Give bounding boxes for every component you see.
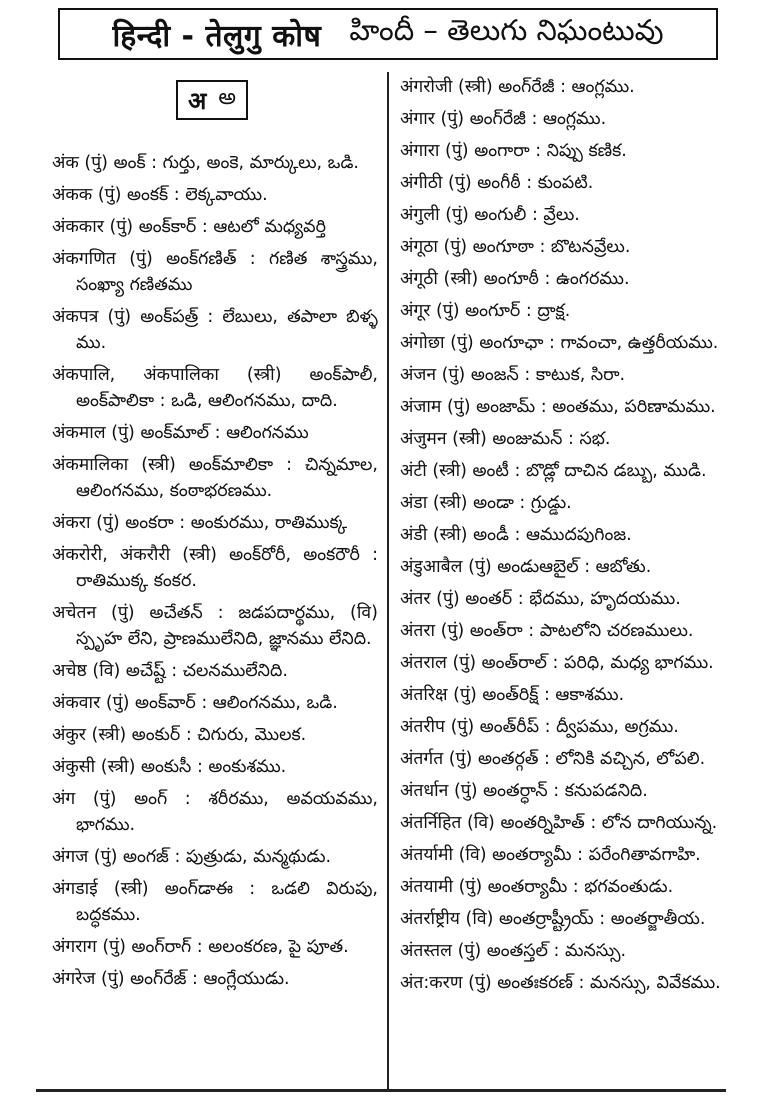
part-of-speech: (स्त्री) — [432, 461, 467, 481]
part-of-speech: (स्त्री) — [458, 77, 493, 97]
part-of-speech: (पुं) — [102, 937, 126, 957]
dictionary-entry: अंकरोरी, अंकरौरी (स्त्री) అంక్‌రోరీ, అంకరౌరీ : రాతిముక్క కంకర. — [52, 545, 378, 591]
meaning: లోన దాగియున్న. — [601, 813, 718, 833]
section-letter-telugu: అ — [218, 85, 236, 110]
part-of-speech: (पुं) — [445, 141, 469, 161]
dictionary-entry: अंगूर (पुं) అంగూర్ : ద్రాక్ష. — [400, 301, 571, 321]
dictionary-entry: अंडा (स्त्री) అండా : గ్రుడ్డు. — [400, 493, 572, 513]
dictionary-entry: अंकरा (पुं) అంకరా : అంకురము, రాతిముక్క — [52, 513, 348, 533]
meaning: అంతర్జాతీయ. — [610, 909, 706, 929]
dictionary-entry: अंतर्धान (पुं) అంతర్ధాన్ : కనుపడనిది. — [400, 781, 648, 801]
headword: अंजुमन — [400, 429, 447, 449]
part-of-speech: (स्त्री) — [141, 455, 176, 475]
meaning: కనుపడనిది. — [564, 781, 648, 801]
transliteration: అంగ్‌రేజీ — [469, 109, 526, 129]
part-of-speech: (पुं) — [445, 205, 469, 225]
part-of-speech: (पुं) — [453, 781, 478, 801]
meaning: అలంకరణ, పై పూత. — [208, 937, 349, 957]
dictionary-entry: अंजन (पुं) అంజన్ : కాటుక, సిరా. — [400, 365, 626, 385]
section-letter-box — [176, 80, 248, 120]
transliteration: అచేష్ట్ — [125, 661, 166, 681]
headword: अंकपालि, अंकपालिका — [52, 365, 219, 385]
headword: अंतर्यामी — [400, 845, 454, 865]
dictionary-entry: अचेष्ठ (वि) అచేష్ట్ : చలనములేనిది. — [52, 661, 288, 681]
part-of-speech: (पुं) — [440, 109, 465, 129]
transliteration: అంతర్యామీ — [487, 877, 568, 897]
meaning: శరీరము, అవయవము, భాగము. — [76, 789, 378, 835]
headword: अचेष्ठ — [52, 661, 87, 681]
part-of-speech: (पुं) — [457, 941, 482, 961]
dictionary-entry: अंतयामी (पुं) అంతర్యామీ : భగవంతుడు. — [400, 877, 674, 897]
headword: अंटी — [400, 461, 427, 481]
part-of-speech: (स्त्री) — [246, 365, 282, 385]
meaning: కాటుక, సిరా. — [535, 365, 626, 385]
part-of-speech: (पुं) — [111, 423, 135, 443]
headword: अंडा — [400, 493, 428, 513]
meaning: పరేంగితావగాహి. — [588, 845, 701, 865]
meaning: ఆంగ్లేయుడు. — [203, 969, 290, 989]
headword: अंगडाई — [52, 879, 98, 899]
dictionary-entry: अंतर्गत (पुं) అంతర్గత్ : లోనికి వచ్చిన, లోపలి. — [400, 749, 706, 769]
part-of-speech: (पुं) — [448, 749, 473, 769]
meaning: రాతిముక్క కంకర. — [76, 571, 197, 591]
meaning: ఉంగరము. — [555, 269, 630, 289]
part-of-speech: (पुं) — [453, 685, 477, 705]
part-of-speech: (स्त्री) — [113, 879, 149, 899]
part-of-speech: (पुं) — [468, 557, 492, 577]
headword: अंतर — [400, 589, 431, 609]
transliteration: అంగూఠీ — [483, 269, 539, 289]
transliteration: అంకక్ — [127, 185, 169, 205]
part-of-speech: (पुं) — [450, 717, 475, 737]
headword: अंगूठा — [400, 237, 438, 257]
headword: अंतरा — [400, 621, 436, 641]
transliteration: అంతర్రాష్ట్రీయ్ — [499, 909, 594, 929]
headword: अंकमाल — [52, 423, 106, 443]
part-of-speech: (पुं) — [452, 653, 477, 673]
headword: अंगज — [52, 847, 89, 867]
meaning: పాటలోని చరణములు. — [539, 621, 694, 641]
headword: अंगूठी — [400, 269, 438, 289]
transliteration: అంతఃకరణ్ — [497, 973, 573, 993]
dictionary-entry: अंगारा (पुं) అంగారా : నిప్పు కణిక. — [400, 141, 627, 161]
part-of-speech: (पुं) — [435, 301, 460, 321]
dictionary-entry: अंगराग (पुं) అంగ్‌రాగ్ : అలంకరణ, పై పూత. — [52, 937, 349, 957]
meaning: మనస్సు, వివేకము. — [589, 973, 721, 993]
title-hindi: हिन्दी - तेलुगु कोष — [112, 18, 322, 54]
dictionary-entry: अंगरेज (पुं) అంగ్‌రేజ్ : ఆంగ్లేయుడు. — [52, 969, 290, 989]
part-of-speech: (वि) — [465, 909, 494, 929]
meaning: గ్రుడ్డు. — [530, 493, 572, 513]
transliteration: అంతర్ధాన్ — [483, 781, 548, 801]
dictionary-entry: अंकपत्र (पुं) అంక్‌పత్ర్ : లేబులు, తపాలా బిళ్ళ ము. — [52, 307, 378, 353]
dictionary-entry: अंगरोजी (स्त्री) అంగ్‌రేజీ : ఆంగ్లము. — [400, 77, 635, 97]
part-of-speech: (पुं) — [97, 185, 122, 205]
transliteration: అంక్‌కార్ — [138, 217, 197, 237]
transliteration: అంక్ — [113, 153, 146, 173]
transliteration: అంగులీ — [474, 205, 527, 225]
headword: अंगरोजी — [400, 77, 453, 97]
headword: अंतर्राष्ट्रीय — [400, 909, 460, 929]
headword: अंकुसी — [52, 757, 96, 777]
part-of-speech: (पुं) — [448, 173, 472, 193]
meaning: సభ. — [579, 429, 611, 449]
bottom-rule — [36, 1089, 726, 1092]
dictionary-entry: अंगीठी (पुं) అంగీఠీ : కుంపటి. — [400, 173, 594, 193]
transliteration: అంక్‌పత్ర్ — [140, 307, 199, 327]
meaning: ద్వీపము, అగ్రము. — [556, 717, 679, 737]
dictionary-entry: अंटी (स्त्री) అంటీ : బొడ్లో దాచిన డబ్బు, ముడి. — [400, 461, 707, 481]
dictionary-entry: अंकक (पुं) అంకక్ : లెక్కవాయు. — [52, 185, 268, 205]
dictionary-entry: अंगूठी (स्त्री) అంగూఠీ : ఉంగరము. — [400, 269, 630, 289]
transliteration: అంక్‌పాలీ, అంక్‌పాలికా — [76, 365, 378, 411]
dictionary-entry: अंकमालिका (स्त्री) అంక్‌మాలికా : చిన్నమాల, ఆలింగనము, కంఠాభరణము. — [52, 455, 378, 501]
part-of-speech: (पुं) — [450, 333, 474, 353]
headword: अंजाम — [400, 397, 442, 417]
meaning: గణిత శాస్త్రము, సంఖ్యా గణితము — [76, 249, 378, 295]
headword: अंगोछा — [400, 333, 445, 353]
headword: अंककार — [52, 217, 104, 237]
transliteration: అంగారా — [474, 141, 530, 161]
left-column — [52, 150, 378, 998]
headword: अंकगणित — [52, 249, 116, 269]
dictionary-entry: अंतर्निहित (वि) అంతర్నిహిత్ : లోన దాగియున్న. — [400, 813, 718, 833]
dictionary-entry: अंगूठा (पुं) అంగూఠా : బొటనవ్రేలు. — [400, 237, 631, 257]
transliteration: అంకుసీ — [141, 757, 192, 777]
part-of-speech: (स्त्री) — [100, 757, 136, 777]
headword: अंतरीप — [400, 717, 445, 737]
dictionary-entry: अंडुआबैल (पुं) అండుఆబైల్ : ఆబోతు. — [400, 557, 652, 577]
transliteration: అచేతన్ — [149, 603, 203, 623]
transliteration: అంతర్ — [465, 589, 513, 609]
part-of-speech: (पुं) — [92, 789, 117, 809]
meaning: ఆకాశము. — [555, 685, 625, 705]
headword: अंडुआबैल — [400, 557, 463, 577]
meaning: బొడ్లో దాచిన డబ్బు, ముడి. — [525, 461, 707, 481]
meaning: ఆలింగనము, ఒడి. — [212, 693, 338, 713]
headword: अंतर्गत — [400, 749, 444, 769]
headword: अंकमालिका — [52, 455, 129, 475]
transliteration: అంగ్ — [134, 789, 168, 809]
meaning: ఆబోతు. — [595, 557, 652, 577]
transliteration: అంక్‌వార్ — [135, 693, 196, 713]
meaning: లేబులు, తపాలా బిళ్ళ ము. — [76, 307, 378, 353]
part-of-speech: (पुं) — [93, 847, 118, 867]
dictionary-entry: अंकगणित (पुं) అంక్‌గణిత్ : గణిత శాస్త్రము, సంఖ్యా గణితము — [52, 249, 378, 295]
dictionary-entry: अंतर्राष्ट्रीय (वि) అంతర్రాష్ట్రీయ్ : అంతర్జాతీయ. — [400, 909, 706, 929]
dictionary-entry: अचेतन (पुं) అచేతన్ : జడపదార్థము, (वि) స్పృహ లేని, ప్రాణములేనిది, జ్ఞానము లేనిది. — [52, 603, 378, 649]
headword: अंगराग — [52, 937, 97, 957]
dictionary-entry: अंतर (पुं) అంతర్ : భేదము, హృదయము. — [400, 589, 681, 609]
meaning: చిగురు, మొలక. — [197, 725, 307, 745]
transliteration: అంక్‌మాలికా — [188, 455, 274, 475]
dictionary-entry: अंडी (स्त्री) అండీ : ఆముదపుగింజ. — [400, 525, 632, 545]
part-of-speech: (पुं) — [129, 249, 153, 269]
part-of-speech: (स्त्री) — [432, 525, 468, 545]
dictionary-entry: अंतरीप (पुं) అంత్‌రీప్ : ద్వీపము, అగ్రము. — [400, 717, 679, 737]
transliteration: అంత్‌రాల్ — [481, 653, 547, 673]
part-of-speech: (स्त्री) — [91, 725, 127, 745]
meaning: గావంచా, ఉత్తరీయము. — [560, 333, 719, 353]
headword: अंडी — [400, 525, 428, 545]
headword: अंकपत्र — [52, 307, 99, 327]
dictionary-entry: अंत:करण (पुं) అంతఃకరణ్ : మనస్సు, వివేకము. — [400, 973, 721, 993]
dictionary-entry: अंकवार (पुं) అంక్‌వార్ : ఆలింగనము, ఒడి. — [52, 693, 338, 713]
transliteration: అంగూఛా — [479, 333, 544, 353]
meaning: భేదము, హృదయము. — [529, 589, 681, 609]
headword: अंतयामी — [400, 877, 454, 897]
part-of-speech: (पुं) — [446, 397, 471, 417]
meaning: ఆటలో మధ్యవర్తి — [213, 217, 326, 237]
part-of-speech: (पुं) — [441, 365, 466, 385]
part-of-speech: (पुं) — [84, 153, 108, 173]
transliteration: అంజామ్ — [476, 397, 536, 417]
meaning: గుర్తు, అంకె, మార్కులు, ఒడి. — [162, 153, 359, 173]
transliteration: అంకుర్ — [131, 725, 181, 745]
headword: अंतराल — [400, 653, 447, 673]
transliteration: అంగజ్ — [122, 847, 169, 867]
meaning: బొటనవ్రేలు. — [550, 237, 631, 257]
meaning: అంకురము, రాతిముక్క — [190, 513, 348, 533]
dictionary-entry: अंकुर (स्त्री) అంకుర్ : చిగురు, మొలక. — [52, 725, 307, 745]
meaning: ఆముదపుగింజ. — [525, 525, 632, 545]
transliteration: అంతర్నిహిత్ — [500, 813, 585, 833]
headword: अंगूर — [400, 301, 431, 321]
meaning: అంకుశము. — [208, 757, 287, 777]
part-of-speech: (पुं) — [96, 513, 120, 533]
headword: अंतरिक्ष — [400, 685, 448, 705]
right-column — [400, 74, 730, 1002]
dictionary-entry: अंगार (पुं) అంగ్‌రేజీ : ఆంగ్లము. — [400, 109, 607, 129]
dictionary-entry: अंतर्यामी (वि) అంతర్యామీ : పరేంగితావగాహి. — [400, 845, 701, 865]
headword: अंकुर — [52, 725, 86, 745]
part-of-speech: (पुं) — [100, 969, 125, 989]
transliteration: అంత్‌రా — [469, 621, 523, 641]
dictionary-entry: अंकुसी (स्त्री) అంకుసీ : అంకుశము. — [52, 757, 287, 777]
meaning: భగవంతుడు. — [584, 877, 674, 897]
transliteration: అంత్‌రిక్ష్ — [482, 685, 539, 705]
transliteration: అంగూఠా — [472, 237, 534, 257]
dictionary-entry: अंगुली (पुं) అంగులీ : వ్రేలు. — [400, 205, 580, 225]
dictionary-entry: अंजुमन (स्त्री) అంజుమన్ : సభ. — [400, 429, 611, 449]
headword: अंगुली — [400, 205, 440, 225]
headword: अंतर्निहित — [400, 813, 462, 833]
column-divider — [387, 72, 389, 1090]
part-of-speech: (स्त्री) — [452, 429, 487, 449]
meaning: లోనికి వచ్చిన, లోపలి. — [555, 749, 706, 769]
part-of-speech: (पुं) — [440, 621, 465, 641]
transliteration: అంతర్గత్ — [477, 749, 539, 769]
part-of-speech: (वि) — [466, 813, 495, 833]
meaning: జడపదార్థము, (वि) స్పృహ లేని, ప్రాణములేనిది, జ్ఞానము లేనిది. — [76, 603, 378, 649]
dictionary-entry: अंगडाई (स्त्री) అంగ్‌డాఈ : ఒడలి విరుపు, బద్ధకము. — [52, 879, 378, 925]
headword: अंजन — [400, 365, 437, 385]
transliteration: అంటీ — [472, 461, 509, 481]
headword: अंगारा — [400, 141, 440, 161]
dictionary-entry: अंककार (पुं) అంక్‌కార్ : ఆటలో మధ్యవర్తి — [52, 217, 326, 237]
headword: अंत:करण — [400, 973, 463, 993]
meaning: ఒడి, ఆలింగనము, దాది. — [171, 391, 338, 411]
transliteration: అంక్‌రోరీ, అంకరౌరీ — [229, 545, 360, 565]
transliteration: అండా — [473, 493, 514, 513]
dictionary-entry: अंतरा (पुं) అంత్‌రా : పాటలోని చరణములు. — [400, 621, 694, 641]
part-of-speech: (पुं) — [111, 603, 135, 623]
meaning: కుంపటి. — [537, 173, 594, 193]
transliteration: అంకరా — [125, 513, 174, 533]
dictionary-entry: अंक (पुं) అంక్ : గుర్తు, అంకె, మార్కులు, ఒడి. — [52, 153, 359, 173]
meaning: పుత్రుడు, మన్మథుడు. — [185, 847, 332, 867]
transliteration: అంగ్‌డాఈ — [164, 879, 234, 899]
meaning: చలనములేనిది. — [182, 661, 288, 681]
part-of-speech: (पुं) — [105, 693, 130, 713]
title-telugu: హిందీ – తెలుగు నిఘంటువు — [349, 13, 664, 47]
dictionary-entry: अंतस्तल (पुं) అంతస్తల్ : మనస్సు. — [400, 941, 627, 961]
dictionary-entry: अंतराल (पुं) అంత్‌రాల్ : పరిధి, మధ్య భాగము. — [400, 653, 714, 673]
dictionary-entry: अंतरिक्ष (पुं) అంత్‌రిక్ష్ : ఆకాశము. — [400, 685, 625, 705]
dictionary-entry: अंगज (पुं) అంగజ్ : పుత్రుడు, మన్మథుడు. — [52, 847, 332, 867]
headword: अंकक — [52, 185, 93, 205]
transliteration: అంగూర్ — [465, 301, 521, 321]
transliteration: అంక్‌గణిత్ — [166, 249, 237, 269]
headword: अंक — [52, 153, 79, 173]
transliteration: అంజన్ — [470, 365, 519, 385]
part-of-speech: (पुं) — [107, 307, 132, 327]
headword: अंतर्धान — [400, 781, 449, 801]
dictionary-title-box — [58, 8, 718, 60]
transliteration: అంగ్‌రేజ్ — [130, 969, 187, 989]
transliteration: అంగ్‌రాగ్ — [131, 937, 192, 957]
transliteration: అండుఆబైల్ — [497, 557, 579, 577]
transliteration: అంతస్తల్ — [486, 941, 548, 961]
dictionary-entry: अंगोछा (पुं) అంగూఛా : గావంచా, ఉత్తరీయము. — [400, 333, 719, 353]
headword: अंकरा — [52, 513, 91, 533]
meaning: లెక్కవాయు. — [185, 185, 268, 205]
part-of-speech: (पुं) — [436, 589, 460, 609]
part-of-speech: (पुं) — [468, 973, 492, 993]
part-of-speech: (स्त्री) — [443, 269, 479, 289]
meaning: ద్రాక్ష. — [537, 301, 571, 321]
meaning: ఒడలి విరుపు, బద్ధకము. — [76, 879, 378, 925]
meaning: ఆంగ్లము. — [542, 109, 607, 129]
section-letter-hindi: अ — [188, 86, 207, 115]
meaning: మనస్సు. — [565, 941, 627, 961]
transliteration: అంక్‌మాల్ — [140, 423, 210, 443]
meaning: నిప్పు కణిక. — [546, 141, 627, 161]
dictionary-entry: अंकपालि, अंकपालिका (स्त्री) అంక్‌పాలీ, అంక్‌పాలికా : ఒడి, ఆలింగనము, దాది. — [52, 365, 378, 411]
part-of-speech: (स्त्री) — [432, 493, 468, 513]
headword: अंकरोरी, अंकरौरी — [52, 545, 171, 565]
part-of-speech: (पुं) — [443, 237, 468, 257]
part-of-speech: (पुं) — [109, 217, 134, 237]
headword: अचेतन — [52, 603, 97, 623]
transliteration: అండీ — [473, 525, 509, 545]
part-of-speech: (स्त्री) — [182, 545, 217, 565]
dictionary-entry: अंग (पुं) అంగ్ : శరీరము, అవయవము, భాగము. — [52, 789, 378, 835]
headword: अंगार — [400, 109, 435, 129]
meaning: వ్రేలు. — [543, 205, 580, 225]
headword: अंकवार — [52, 693, 101, 713]
meaning: ఆలింగనము — [226, 423, 309, 443]
meaning: అంతము, పరిణామము. — [552, 397, 716, 417]
transliteration: అంజుమన్ — [492, 429, 563, 449]
headword: अंगीठी — [400, 173, 443, 193]
dictionary-entry: अंजाम (पुं) అంజామ్ : అంతము, పరిణామము. — [400, 397, 716, 417]
transliteration: అంతర్యామీ — [492, 845, 572, 865]
headword: अंगरेज — [52, 969, 96, 989]
part-of-speech: (वि) — [92, 661, 121, 681]
meaning: చిన్నమాల, ఆలింగనము, కంఠాభరణము. — [76, 455, 378, 501]
transliteration: అంగీఠీ — [477, 173, 521, 193]
meaning: పరిధి, మధ్య భాగము. — [564, 653, 714, 673]
headword: अंतस्तल — [400, 941, 452, 961]
headword: अंग — [52, 789, 76, 809]
part-of-speech: (वि) — [458, 845, 487, 865]
transliteration: అంత్‌రీప్ — [479, 717, 540, 737]
part-of-speech: (पुं) — [458, 877, 483, 897]
transliteration: అంగ్‌రేజీ — [498, 77, 555, 97]
meaning: ఆంగ్లము. — [571, 77, 635, 97]
dictionary-entry: अंकमाल (पुं) అంక్‌మాల్ : ఆలింగనము — [52, 423, 309, 443]
